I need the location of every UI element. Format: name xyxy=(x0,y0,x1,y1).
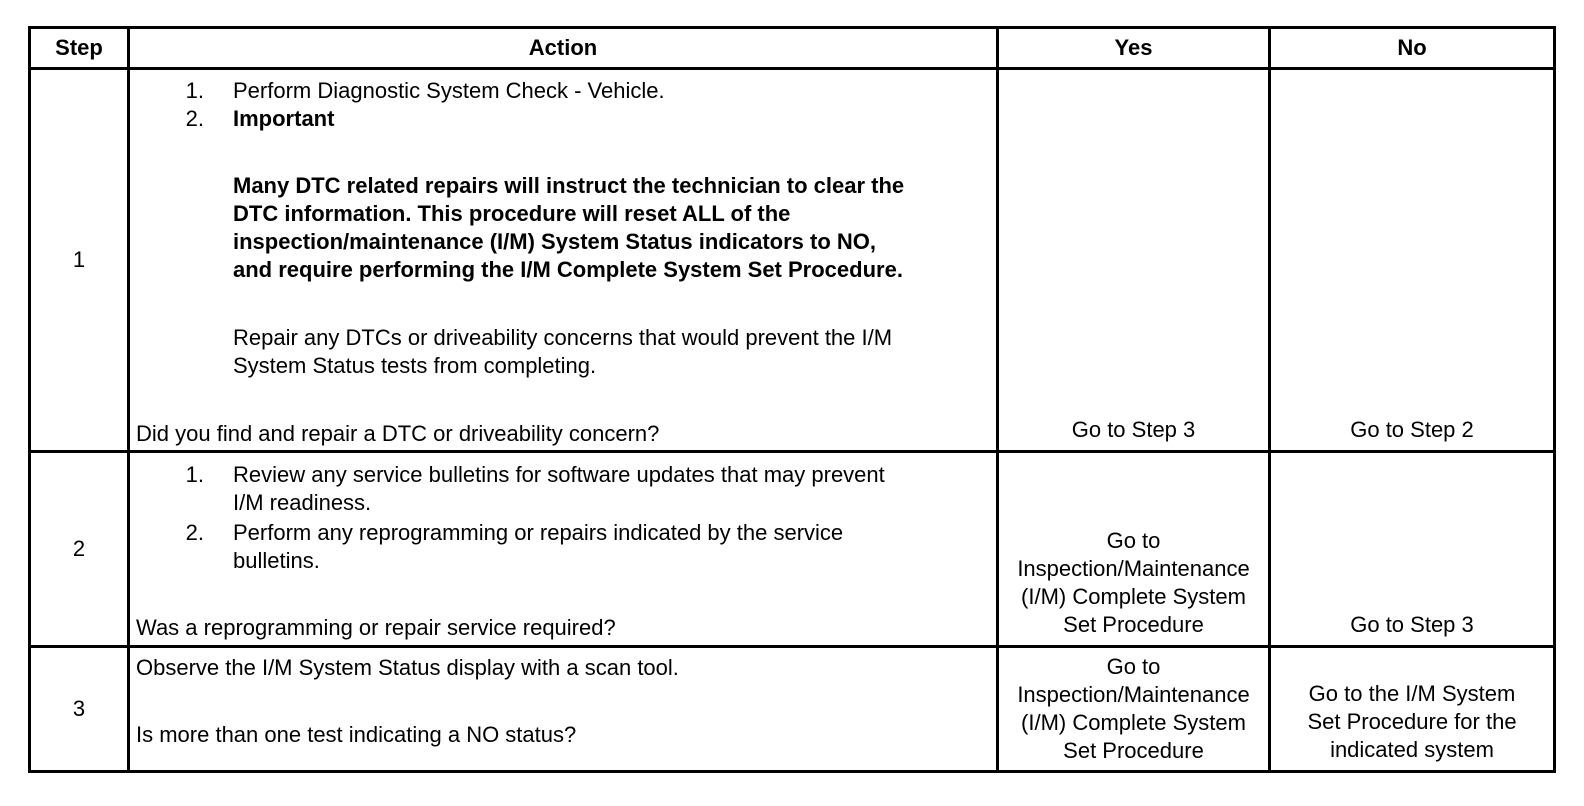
diagnostic-table xyxy=(28,26,1556,773)
important-note-line: inspection/maintenance (I/M) System Status indicators to NO, xyxy=(233,229,877,254)
list-number: 2. xyxy=(185,520,204,545)
list-number: 1. xyxy=(185,462,204,487)
yes-cell xyxy=(999,648,1268,770)
step-number: 2 xyxy=(72,536,86,561)
question-text: Is more than one test indicating a NO status? xyxy=(136,722,577,747)
yes-result: Go to Step 3 xyxy=(1071,417,1196,442)
header-yes: Yes xyxy=(1114,35,1153,60)
action-text: Observe the I/M System Status display with a scan tool. xyxy=(136,655,679,680)
step-number: 3 xyxy=(72,696,86,721)
step-number: 1 xyxy=(72,247,86,272)
note-line: System Status tests from completing. xyxy=(233,353,597,378)
list-item-text: Perform Diagnostic System Check - Vehicle. xyxy=(233,78,665,103)
yes-result-line: Set Procedure xyxy=(1063,612,1204,637)
yes-result-line: Go to xyxy=(1106,654,1161,679)
no-cell xyxy=(1271,453,1553,645)
yes-result-line: (I/M) Complete System xyxy=(1021,710,1246,735)
question-text: Did you find and repair a DTC or driveability concern? xyxy=(136,421,660,446)
note-line: Repair any DTCs or driveability concerns that would prevent the I/M xyxy=(233,325,893,350)
no-result: Go to Step 3 xyxy=(1350,612,1474,637)
important-note-line: Many DTC related repairs will instruct the technician to clear the xyxy=(233,173,905,198)
list-item-text: bulletins. xyxy=(233,548,320,573)
no-cell xyxy=(1271,648,1553,770)
no-result-line: Go to the I/M System xyxy=(1308,681,1516,706)
important-note-line: and require performing the I/M Complete System Set Procedure. xyxy=(233,257,903,282)
no-result-line: indicated system xyxy=(1330,737,1494,762)
header-no: No xyxy=(1397,35,1427,60)
list-item-text: Perform any reprogramming or repairs indicated by the service xyxy=(233,520,844,545)
list-item-text: Review any service bulletins for software updates that may prevent xyxy=(233,462,885,487)
yes-result-line: Inspection/Maintenance xyxy=(1017,556,1250,581)
question-text: Was a reprogramming or repair service required? xyxy=(136,615,616,640)
no-result: Go to Step 2 xyxy=(1350,417,1474,442)
no-result-line: Set Procedure for the xyxy=(1307,709,1517,734)
list-number: 2. xyxy=(185,106,204,131)
no-cell xyxy=(1271,70,1553,450)
yes-result-line: Go to xyxy=(1106,528,1161,553)
important-note-line: DTC information. This procedure will reset ALL of the xyxy=(233,201,791,226)
yes-result-line: Set Procedure xyxy=(1063,738,1204,763)
yes-cell xyxy=(999,453,1268,645)
yes-cell xyxy=(999,70,1268,450)
action-cell xyxy=(130,453,996,645)
yes-result-line: (I/M) Complete System xyxy=(1021,584,1246,609)
header-step: Step xyxy=(55,35,103,60)
action-cell xyxy=(130,648,996,770)
important-heading: Important xyxy=(233,106,335,131)
action-cell xyxy=(130,70,996,450)
list-item-text: I/M readiness. xyxy=(233,490,372,515)
yes-result-line: Inspection/Maintenance xyxy=(1017,682,1250,707)
list-number: 1. xyxy=(185,78,204,103)
header-action: Action xyxy=(528,35,598,60)
